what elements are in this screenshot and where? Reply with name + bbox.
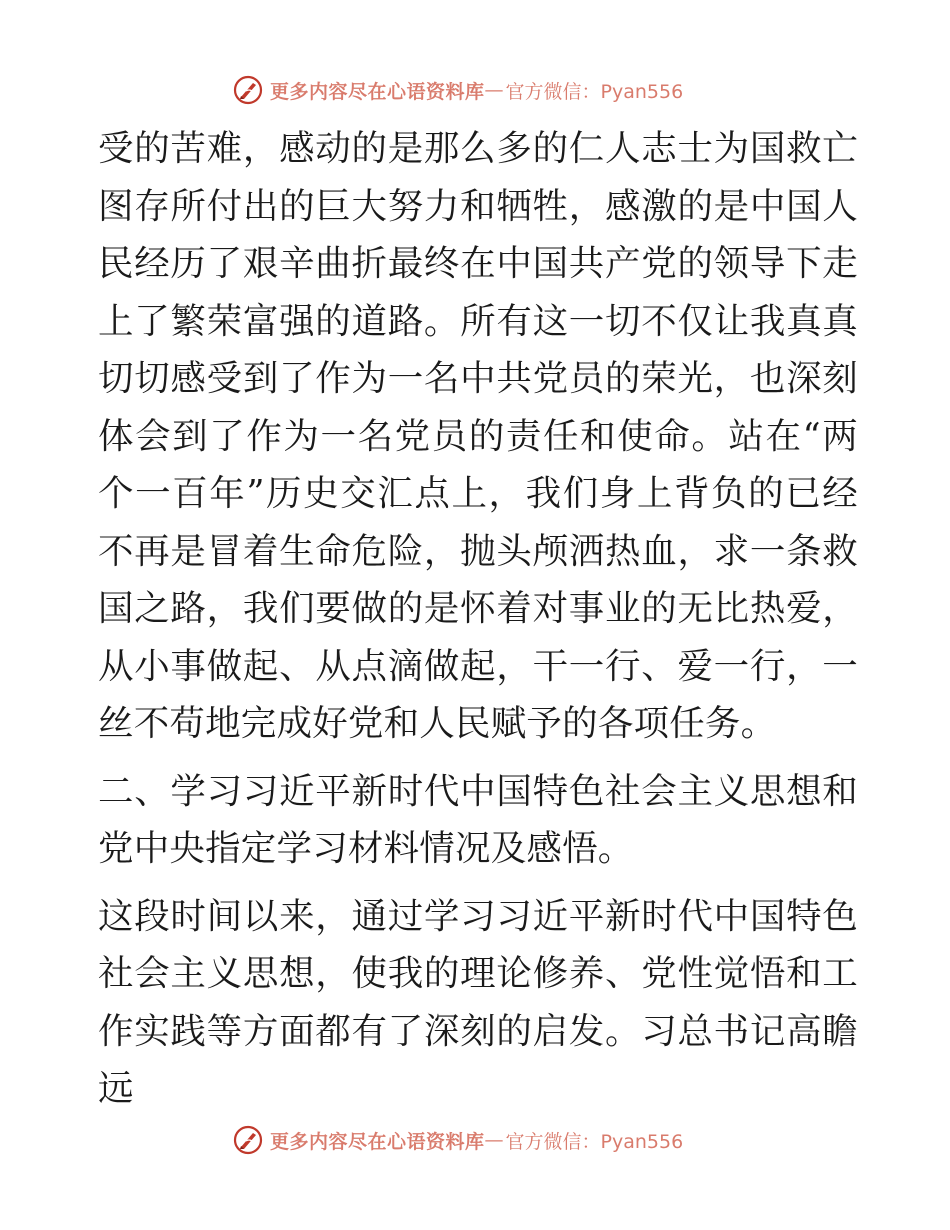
header-banner-text: 更多内容尽在心语资料库 bbox=[270, 80, 485, 103]
body-text bbox=[98, 120, 858, 1128]
footer-banner-account: 官方微信：Pyan556 bbox=[505, 1130, 684, 1153]
footer-banner-separator: — bbox=[484, 1129, 504, 1151]
footer-banner bbox=[232, 1124, 732, 1156]
header-banner bbox=[232, 74, 732, 106]
header-banner-account: 官方微信：Pyan556 bbox=[505, 80, 684, 103]
paragraph: 这段时间以来，通过学习习近平新时代中国特色社会主义思想，使我的理论修养、党性觉悟和工作实践等方面都有了深刻的启发。习总书记高瞻远 bbox=[98, 895, 858, 1109]
paragraph: 受的苦难，感动的是那么多的仁人志士为国救亡图存所付出的巨大努力和牺牲，感激的是中国人民经历了艰辛曲折最终在中国共产党的领导下走上了繁荣富强的道路。所有这一切不仅让我真真切切感受到了作为一名中共党员的荣光，也深刻体会到了作为一名党员的责任和使命。站在“两个一百年”历史交汇点上，我们身上背负的已经不再是冒着生命危险，抛头颅洒热血，求一条救国之路，我们要做的是怀着对事业的无比热爱，从小事做起、从点滴做起，干一行、爱一行，一丝不苟地完成好党和人民赋予的各项任务。 bbox=[98, 128, 858, 744]
quill-logo-icon bbox=[232, 74, 264, 106]
quill-logo-icon bbox=[232, 1124, 264, 1156]
footer-banner-text: 更多内容尽在心语资料库 bbox=[270, 1130, 485, 1153]
header-banner-separator: — bbox=[484, 79, 504, 101]
section-heading: 二、学习习近平新时代中国特色社会主义思想和党中央指定学习材料情况及感悟。 bbox=[98, 770, 858, 869]
